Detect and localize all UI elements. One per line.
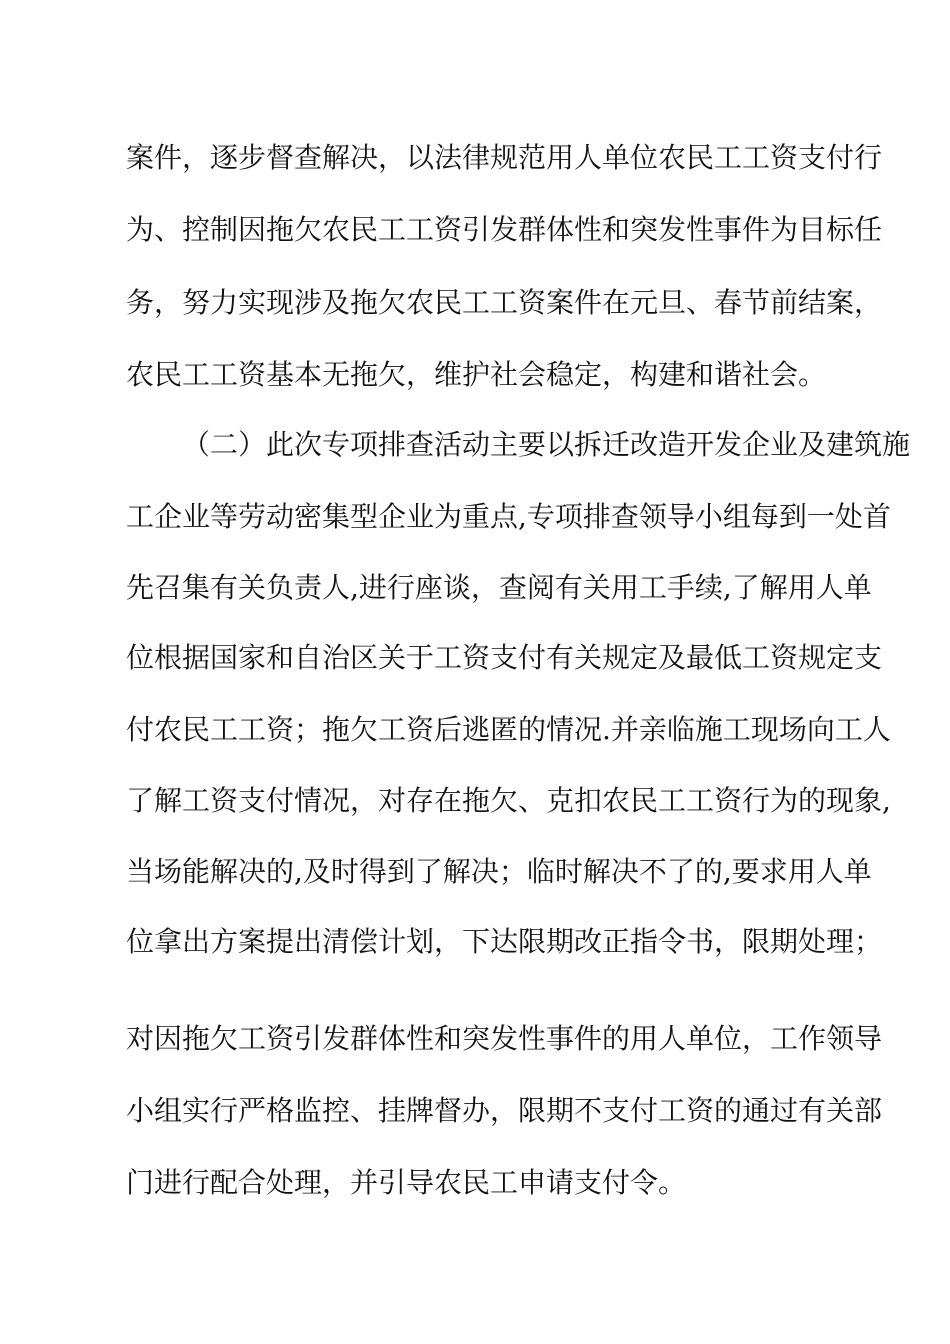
text-line: 务，努力实现涉及拖欠农民工工资案件在元旦、春节前结案， bbox=[126, 286, 883, 319]
text-line: 农民工工资基本无拖欠，维护社会稳定，构建和谐社会。 bbox=[126, 358, 827, 391]
text-line: 门进行配合处理，并引导农民工申请支付令。 bbox=[126, 1166, 687, 1199]
text-line: 为、控制因拖欠农民工工资引发群体性和突发性事件为目标任 bbox=[126, 213, 883, 246]
text-line: 当场能解决的,及时得到了解决；临时解决不了的,要求用人单 bbox=[126, 855, 872, 888]
text-line: 先召集有关负责人,进行座谈，查阅有关用工手续,了解用人单 bbox=[126, 571, 872, 604]
text-line: 了解工资支付情况，对存在拖欠、克扣农民工工资行为的现象, bbox=[126, 784, 891, 817]
text-line: 小组实行严格监控、挂牌督办，限期不支付工资的通过有关部 bbox=[126, 1094, 883, 1127]
text-line: 对因拖欠工资引发群体性和突发性事件的用人单位，工作领导 bbox=[126, 1022, 883, 1055]
text-line: 位根据国家和自治区关于工资支付有关规定及最低工资规定支 bbox=[126, 641, 883, 674]
text-line: 付农民工工资；拖欠工资后逃匿的情况.并亲临施工现场向工人 bbox=[126, 713, 891, 746]
text-line: 案件，逐步督查解决，以法律规范用人单位农民工工资支付行 bbox=[126, 141, 883, 174]
text-line: 工企业等劳动密集型企业为重点,专项排查领导小组每到一处首 bbox=[126, 500, 891, 533]
text-line: （二）此次专项排查活动主要以拆迁改造开发企业及建筑施 bbox=[182, 428, 911, 461]
text-line: 位拿出方案提出清偿计划，下达限期改正指令书，限期处理； bbox=[126, 925, 883, 958]
